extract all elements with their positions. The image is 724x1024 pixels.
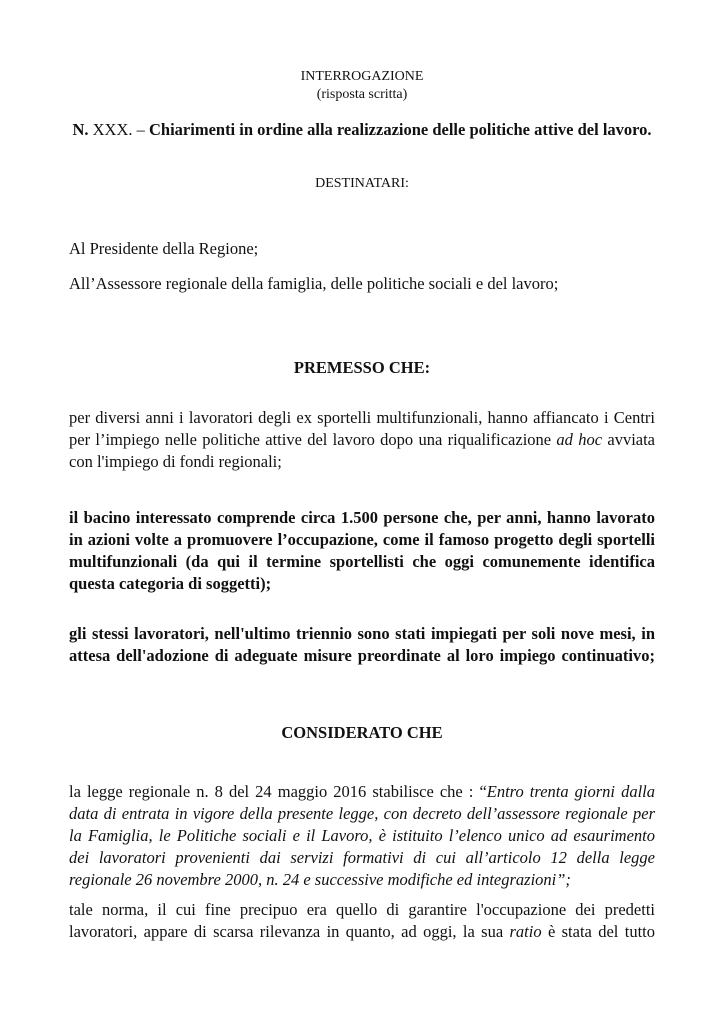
paragraph-line: il bacino interessato comprende circa 1.500 persone che, per anni, hanno lavorato (69, 508, 655, 527)
ratio-italic: ratio (509, 922, 542, 941)
paragraph-line: in azioni volte a promuovere l’occupazione, come il famoso progetto degli sportelli (69, 530, 655, 549)
doc-title (0, 119, 724, 141)
recipient-president: Al Presidente della Regione; (69, 239, 259, 258)
recipients-label: DESTINATARI: (315, 176, 409, 191)
paragraph-line: attesa dell'adozione di adeguate misure preordinate al loro impiego continuativo; (69, 646, 655, 665)
paragraph-line: data di entrata in vigore della presente legge, con decreto dell’assessore regionale per (69, 804, 655, 823)
premesso-paragraph-2 (69, 507, 655, 595)
paragraph-line: la Famiglia, le Politiche sociali e il Lavoro, è istituito l’elenco unico ad esaurimento (69, 826, 655, 845)
paragraph-line: multifunzionali (da qui il termine sportellisti che oggi comunemente identifica (69, 552, 655, 571)
recipient-assessore: All’Assessore regionale della famiglia, delle politiche sociali e del lavoro; (69, 274, 559, 293)
paragraph-line: regionale 26 novembre 2000, n. 24 e successive modifiche ed integrazioni”; (69, 870, 571, 889)
premesso-paragraph-1 (69, 407, 655, 473)
paragraph-line: con l'impiego di fondi regionali; (69, 452, 282, 471)
paragraph-line: la legge regionale n. 8 del 24 maggio 2016 stabilisce che : “Entro trenta giorni dalla (69, 782, 655, 801)
ad-hoc-italic: ad hoc (556, 430, 603, 449)
considerato-heading: CONSIDERATO CHE (281, 723, 443, 742)
paragraph-line: lavoratori, appare di scarsa rilevanza in quanto, ad oggi, la sua ratio è stata del tutto (69, 922, 655, 941)
doc-kind: INTERROGAZIONE (300, 69, 424, 84)
premesso-paragraph-3 (69, 623, 655, 667)
considerato-paragraph-1 (69, 781, 655, 891)
considerato-paragraph-2 (69, 899, 655, 943)
paragraph-line: tale norma, il cui fine precipuo era quello di garantire l'occupazione dei predetti (69, 900, 655, 919)
title-number-prefix: N. (72, 120, 89, 139)
doc-subkind: (risposta scritta) (316, 87, 408, 102)
paragraph-line: gli stessi lavoratori, nell'ultimo triennio sono stati impiegati per soli nove mesi, in (69, 624, 655, 643)
paragraph-line: per l’impiego nelle politiche attive del lavoro dopo una riqualificazione ad hoc avviata (69, 430, 656, 449)
paragraph-line: per diversi anni i lavoratori degli ex sportelli multifunzionali, hanno affiancato i Centri (69, 408, 655, 427)
paragraph-line: questa categoria di soggetti); (69, 574, 272, 593)
title-text: Chiarimenti in ordine alla realizzazione delle politiche attive del lavoro. (148, 120, 652, 139)
paragraph-line: dei lavoratori provenienti dai servizi formativi di cui all’articolo 12 della legge (69, 848, 655, 867)
title-number: XXX. – (88, 120, 149, 139)
premesso-heading: PREMESSO CHE: (293, 358, 431, 377)
